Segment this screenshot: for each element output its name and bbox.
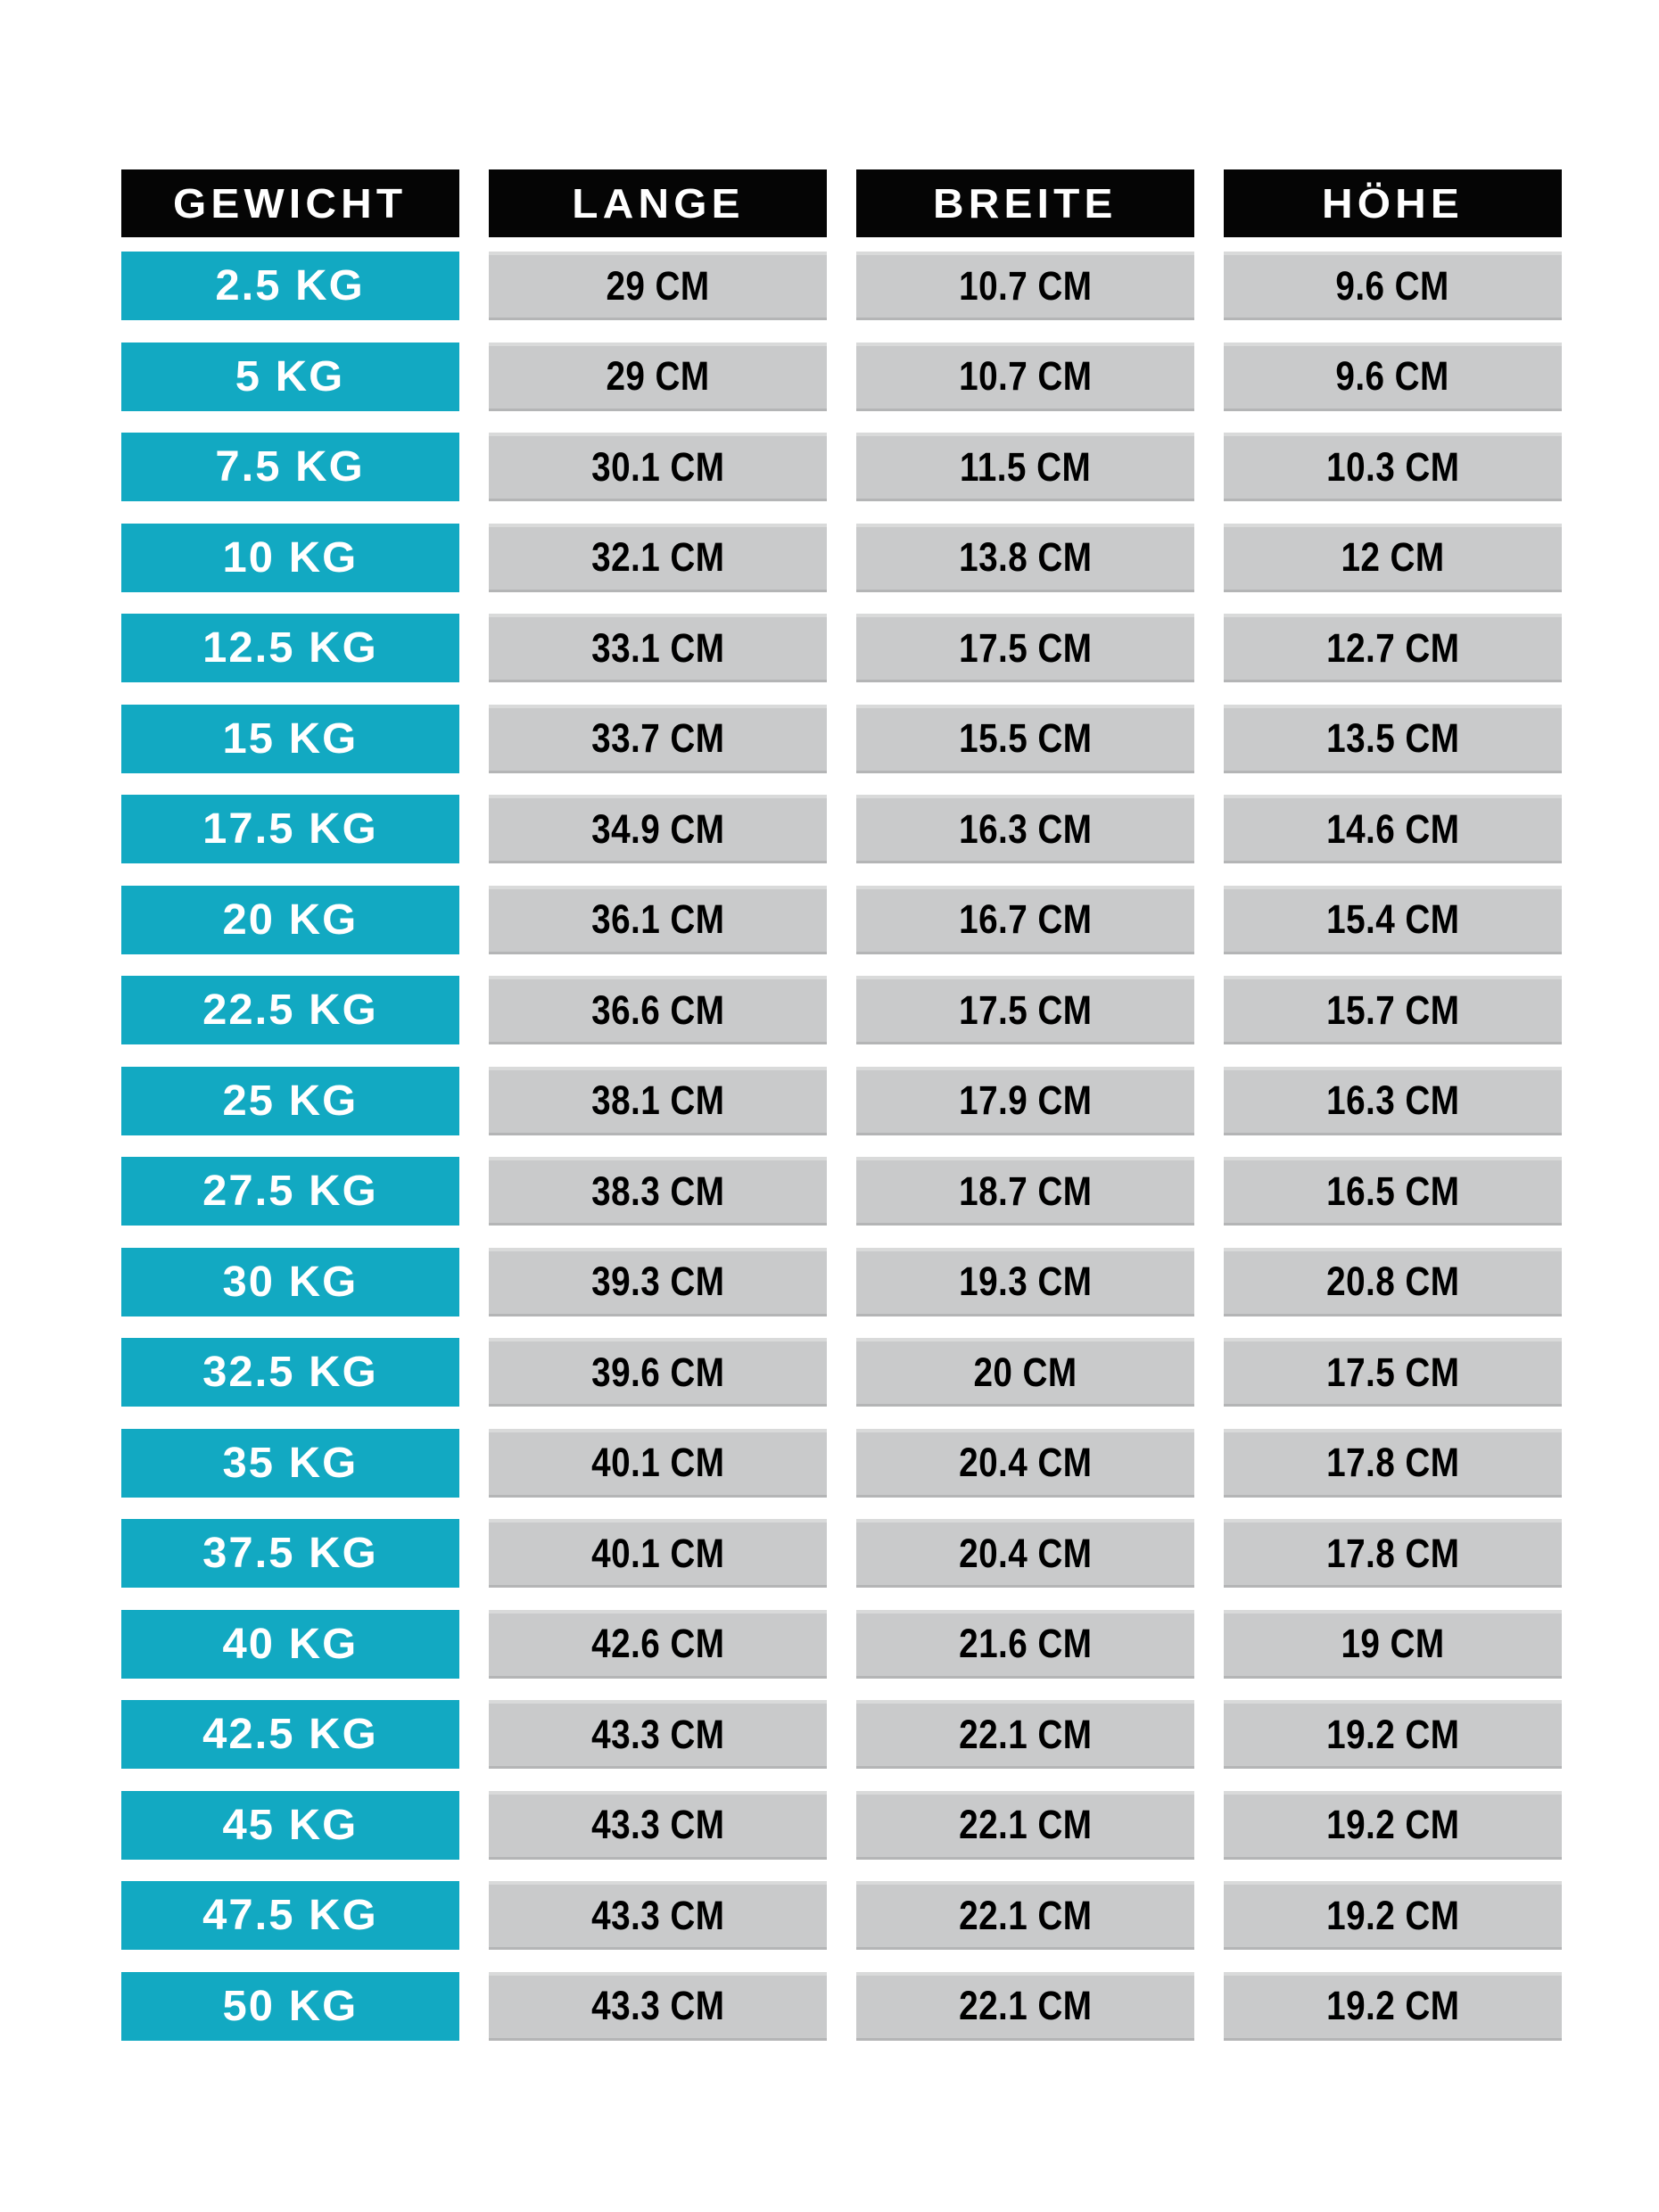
hoehe-value: 19.2 CM	[1325, 1892, 1460, 1938]
weight-label: 22.5 KG	[202, 986, 378, 1034]
weight-cell	[121, 1067, 459, 1135]
breite-value-cell	[856, 1248, 1194, 1316]
hoehe-value-cell	[1224, 1067, 1562, 1135]
lange-value-cell	[489, 1610, 827, 1679]
breite-value-cell	[856, 1610, 1194, 1679]
lange-value: 43.3 CM	[590, 1711, 725, 1757]
hoehe-value: 16.5 CM	[1325, 1168, 1460, 1214]
breite-value: 17.5 CM	[958, 986, 1093, 1033]
breite-value-cell	[856, 1881, 1194, 1950]
weight-cell	[121, 795, 459, 863]
lange-value-cell	[489, 252, 827, 320]
hoehe-value-cell	[1224, 433, 1562, 501]
breite-value-cell	[856, 886, 1194, 954]
lange-value: 42.6 CM	[590, 1621, 725, 1666]
hoehe-value: 16.3 CM	[1325, 1077, 1460, 1123]
weight-label: 7.5 KG	[215, 443, 366, 491]
dimensions-table	[121, 252, 1562, 2041]
weight-cell	[121, 433, 459, 501]
header-cell-lange	[489, 169, 827, 237]
weight-cell	[121, 1791, 459, 1860]
breite-value-cell	[856, 1338, 1194, 1407]
lange-value: 38.1 CM	[590, 1077, 725, 1123]
header-label-lange: LANGE	[571, 180, 745, 227]
hoehe-value-cell	[1224, 1972, 1562, 2041]
weight-label: 2.5 KG	[215, 262, 366, 310]
lange-value: 39.3 CM	[590, 1259, 725, 1304]
header-cell-gewicht	[121, 169, 459, 237]
hoehe-value-cell	[1224, 1519, 1562, 1588]
breite-value: 16.3 CM	[958, 805, 1093, 852]
hoehe-value-cell	[1224, 1881, 1562, 1950]
lange-value: 32.1 CM	[590, 534, 725, 580]
lange-value-cell	[489, 1067, 827, 1135]
hoehe-value: 12 CM	[1341, 534, 1445, 580]
hoehe-value: 19.2 CM	[1325, 1802, 1460, 1847]
hoehe-value-cell	[1224, 795, 1562, 863]
breite-value-cell	[856, 614, 1194, 682]
lange-value: 36.6 CM	[590, 986, 725, 1033]
lange-value-cell	[489, 1881, 827, 1950]
breite-value: 20.4 CM	[958, 1530, 1093, 1576]
lange-value: 43.3 CM	[590, 1802, 725, 1847]
weight-cell	[121, 1248, 459, 1316]
hoehe-value: 15.7 CM	[1325, 986, 1460, 1033]
lange-value-cell	[489, 1338, 827, 1407]
lange-value-cell	[489, 886, 827, 954]
lange-value-cell	[489, 1429, 827, 1498]
hoehe-value-cell	[1224, 1700, 1562, 1769]
header-label-hoehe: HÖHE	[1321, 180, 1465, 227]
hoehe-value-cell	[1224, 1429, 1562, 1498]
header-cell-breite	[856, 169, 1194, 237]
weight-label: 20 KG	[222, 896, 359, 944]
breite-value: 20 CM	[973, 1349, 1077, 1395]
hoehe-value-cell	[1224, 976, 1562, 1044]
hoehe-value: 19.2 CM	[1325, 1983, 1460, 2028]
lange-value: 33.7 CM	[590, 715, 725, 761]
weight-cell	[121, 252, 459, 320]
breite-value: 13.8 CM	[958, 534, 1093, 580]
hoehe-value: 9.6 CM	[1335, 262, 1450, 309]
breite-value: 15.5 CM	[958, 715, 1093, 761]
hoehe-value: 17.8 CM	[1325, 1440, 1460, 1485]
weight-cell	[121, 1338, 459, 1407]
lange-value-cell	[489, 795, 827, 863]
header-cell-hoehe	[1224, 169, 1562, 237]
breite-value: 19.3 CM	[958, 1259, 1093, 1304]
breite-value: 22.1 CM	[958, 1983, 1093, 2028]
header-label-gewicht: GEWICHT	[173, 180, 408, 227]
breite-value-cell	[856, 524, 1194, 592]
weight-cell	[121, 976, 459, 1044]
lange-value-cell	[489, 1157, 827, 1226]
hoehe-value: 9.6 CM	[1335, 353, 1450, 399]
weight-cell	[121, 1881, 459, 1950]
lange-value-cell	[489, 1791, 827, 1860]
breite-value-cell	[856, 252, 1194, 320]
weight-label: 17.5 KG	[202, 805, 378, 853]
hoehe-value-cell	[1224, 1610, 1562, 1679]
breite-value-cell	[856, 343, 1194, 411]
lange-value-cell	[489, 524, 827, 592]
breite-value-cell	[856, 705, 1194, 773]
lange-value: 30.1 CM	[590, 443, 725, 490]
lange-value: 43.3 CM	[590, 1892, 725, 1938]
hoehe-value-cell	[1224, 524, 1562, 592]
weight-label: 35 KG	[222, 1439, 359, 1487]
lange-value-cell	[489, 433, 827, 501]
weight-cell	[121, 614, 459, 682]
breite-value: 22.1 CM	[958, 1711, 1093, 1757]
lange-value-cell	[489, 1700, 827, 1769]
hoehe-value-cell	[1224, 1157, 1562, 1226]
weight-label: 15 KG	[222, 714, 359, 763]
breite-value-cell	[856, 1067, 1194, 1135]
breite-value-cell	[856, 1972, 1194, 2041]
lange-value: 40.1 CM	[590, 1530, 725, 1576]
hoehe-value: 14.6 CM	[1325, 805, 1460, 852]
lange-value: 34.9 CM	[590, 805, 725, 852]
lange-value-cell	[489, 1972, 827, 2041]
breite-value-cell	[856, 1157, 1194, 1226]
weight-cell	[121, 1972, 459, 2041]
weight-cell	[121, 1157, 459, 1226]
lange-value: 29 CM	[606, 353, 710, 399]
hoehe-value-cell	[1224, 343, 1562, 411]
breite-value-cell	[856, 1519, 1194, 1588]
weight-cell	[121, 524, 459, 592]
hoehe-value-cell	[1224, 1338, 1562, 1407]
weight-cell	[121, 886, 459, 954]
weight-label: 42.5 KG	[202, 1711, 378, 1758]
weight-cell	[121, 1519, 459, 1588]
lange-value: 43.3 CM	[590, 1983, 725, 2028]
hoehe-value: 13.5 CM	[1325, 715, 1460, 761]
weight-label: 47.5 KG	[202, 1892, 378, 1939]
lange-value: 40.1 CM	[590, 1440, 725, 1485]
lange-value: 39.6 CM	[590, 1349, 725, 1395]
lange-value-cell	[489, 705, 827, 773]
weight-label: 5 KG	[235, 352, 345, 400]
breite-value-cell	[856, 1429, 1194, 1498]
hoehe-value: 19 CM	[1341, 1621, 1445, 1666]
hoehe-value-cell	[1224, 252, 1562, 320]
weight-label: 37.5 KG	[202, 1530, 378, 1577]
weight-cell	[121, 705, 459, 773]
lange-value-cell	[489, 614, 827, 682]
weight-label: 45 KG	[222, 1801, 359, 1849]
hoehe-value-cell	[1224, 886, 1562, 954]
weight-cell	[121, 1429, 459, 1498]
hoehe-value: 17.5 CM	[1325, 1349, 1460, 1395]
header-label-breite: BREITE	[933, 180, 1118, 227]
weight-label: 40 KG	[222, 1620, 359, 1668]
lange-value-cell	[489, 1248, 827, 1316]
weight-cell	[121, 1700, 459, 1769]
breite-value-cell	[856, 1791, 1194, 1860]
breite-value: 10.7 CM	[958, 262, 1093, 309]
hoehe-value: 15.4 CM	[1325, 896, 1460, 942]
weight-label: 25 KG	[222, 1077, 359, 1125]
hoehe-value: 17.8 CM	[1325, 1530, 1460, 1576]
weight-label: 32.5 KG	[202, 1349, 378, 1396]
lange-value: 29 CM	[606, 262, 710, 309]
table-header-row	[121, 169, 1562, 237]
breite-value: 22.1 CM	[958, 1802, 1093, 1847]
breite-value-cell	[856, 433, 1194, 501]
breite-value-cell	[856, 795, 1194, 863]
weight-label: 30 KG	[222, 1258, 359, 1306]
lange-value-cell	[489, 1519, 827, 1588]
breite-value: 17.5 CM	[958, 624, 1093, 671]
hoehe-value-cell	[1224, 1248, 1562, 1316]
lange-value: 33.1 CM	[590, 624, 725, 671]
breite-value: 18.7 CM	[958, 1168, 1093, 1214]
breite-value: 10.7 CM	[958, 353, 1093, 399]
weight-label: 10 KG	[222, 533, 359, 582]
weight-label: 27.5 KG	[202, 1168, 378, 1215]
hoehe-value-cell	[1224, 614, 1562, 682]
lange-value: 36.1 CM	[590, 896, 725, 942]
hoehe-value: 12.7 CM	[1325, 624, 1460, 671]
breite-value: 17.9 CM	[958, 1077, 1093, 1123]
hoehe-value: 19.2 CM	[1325, 1711, 1460, 1757]
breite-value-cell	[856, 976, 1194, 1044]
breite-value: 16.7 CM	[958, 896, 1093, 942]
lange-value-cell	[489, 976, 827, 1044]
weight-label: 12.5 KG	[202, 624, 378, 672]
hoehe-value-cell	[1224, 1791, 1562, 1860]
breite-value: 21.6 CM	[958, 1621, 1093, 1666]
breite-value-cell	[856, 1700, 1194, 1769]
breite-value: 22.1 CM	[958, 1892, 1093, 1938]
hoehe-value: 20.8 CM	[1325, 1259, 1460, 1304]
weight-cell	[121, 1610, 459, 1679]
hoehe-value: 10.3 CM	[1325, 443, 1460, 490]
hoehe-value-cell	[1224, 705, 1562, 773]
weight-cell	[121, 343, 459, 411]
lange-value-cell	[489, 343, 827, 411]
lange-value: 38.3 CM	[590, 1168, 725, 1214]
weight-label: 50 KG	[222, 1982, 359, 2030]
breite-value: 11.5 CM	[959, 443, 1092, 490]
breite-value: 20.4 CM	[958, 1440, 1093, 1485]
